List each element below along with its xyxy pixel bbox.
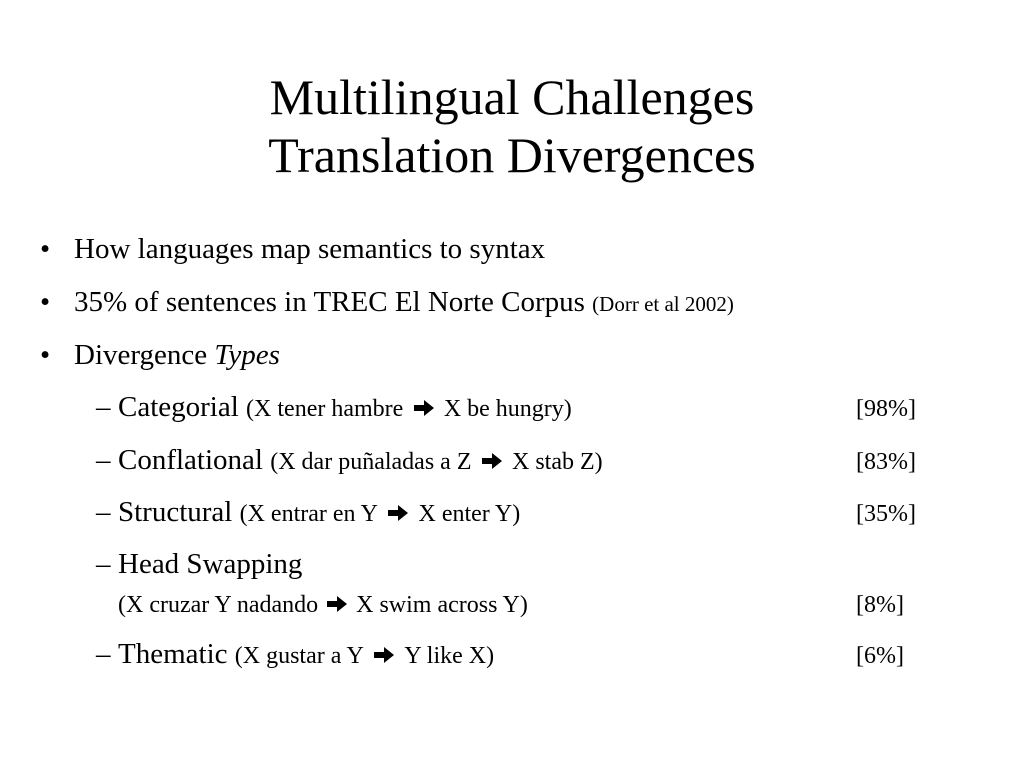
right-arrow-icon bbox=[326, 595, 348, 613]
example-target: X enter Y) bbox=[418, 501, 521, 527]
bullet-item bbox=[40, 232, 545, 266]
type-name: Thematic bbox=[118, 638, 228, 670]
bullet-text: How languages map semantics to syntax bbox=[74, 233, 546, 265]
type-percentage: [6%] bbox=[856, 643, 904, 669]
type-name: Head Swapping bbox=[118, 548, 303, 580]
divergence-type-thematic bbox=[96, 637, 494, 673]
type-percentage: [35%] bbox=[856, 501, 916, 527]
type-name: Conflational bbox=[118, 444, 263, 476]
slide-title bbox=[0, 68, 1024, 184]
divergence-type-conflational bbox=[96, 443, 603, 479]
example-source: (X gustar a Y bbox=[234, 643, 364, 669]
divergence-type-head-swapping bbox=[96, 547, 302, 581]
right-arrow-icon bbox=[481, 452, 503, 470]
bullet-marker: • bbox=[40, 339, 51, 371]
sub-marker: – bbox=[96, 444, 111, 476]
sub-marker: – bbox=[96, 496, 111, 528]
type-percentage: [8%] bbox=[856, 592, 904, 618]
title-line-2: Translation Divergences bbox=[268, 127, 756, 183]
divergence-type-categorial bbox=[96, 390, 572, 426]
right-arrow-icon bbox=[387, 504, 409, 522]
head-swapping-example bbox=[118, 588, 528, 622]
example-source: (X entrar en Y bbox=[239, 501, 378, 527]
example-target: X be hungry) bbox=[443, 396, 572, 422]
example-target: Y like X) bbox=[404, 643, 495, 669]
bullet-marker: • bbox=[40, 233, 51, 265]
sub-marker: – bbox=[96, 638, 111, 670]
type-percentage: [98%] bbox=[856, 396, 916, 422]
sub-marker: – bbox=[96, 391, 111, 423]
bullet-text: 35% of sentences in TREC El Norte Corpus bbox=[74, 286, 585, 318]
citation: (Dorr et al 2002) bbox=[592, 292, 734, 316]
example-source: (X dar puñaladas a Z bbox=[270, 449, 472, 475]
type-percentage: [83%] bbox=[856, 449, 916, 475]
sub-marker: – bbox=[96, 548, 111, 580]
example-source: (X cruzar Y nadando bbox=[118, 592, 319, 618]
example-target: X stab Z) bbox=[511, 449, 603, 475]
divergence-type-structural bbox=[96, 495, 520, 531]
bullet-item bbox=[40, 285, 734, 321]
type-name: Structural bbox=[118, 496, 233, 528]
bullet-item bbox=[40, 338, 280, 372]
right-arrow-icon bbox=[373, 646, 395, 664]
title-line-1: Multilingual Challenges bbox=[269, 69, 755, 125]
example-target: X swim across Y) bbox=[356, 592, 528, 618]
bullet-marker: • bbox=[40, 286, 51, 318]
example-source: (X tener hambre bbox=[246, 396, 404, 422]
type-name: Categorial bbox=[118, 391, 239, 423]
right-arrow-icon bbox=[413, 399, 435, 417]
bullet-emphasis: Types bbox=[214, 339, 280, 371]
bullet-text: Divergence bbox=[74, 339, 208, 371]
